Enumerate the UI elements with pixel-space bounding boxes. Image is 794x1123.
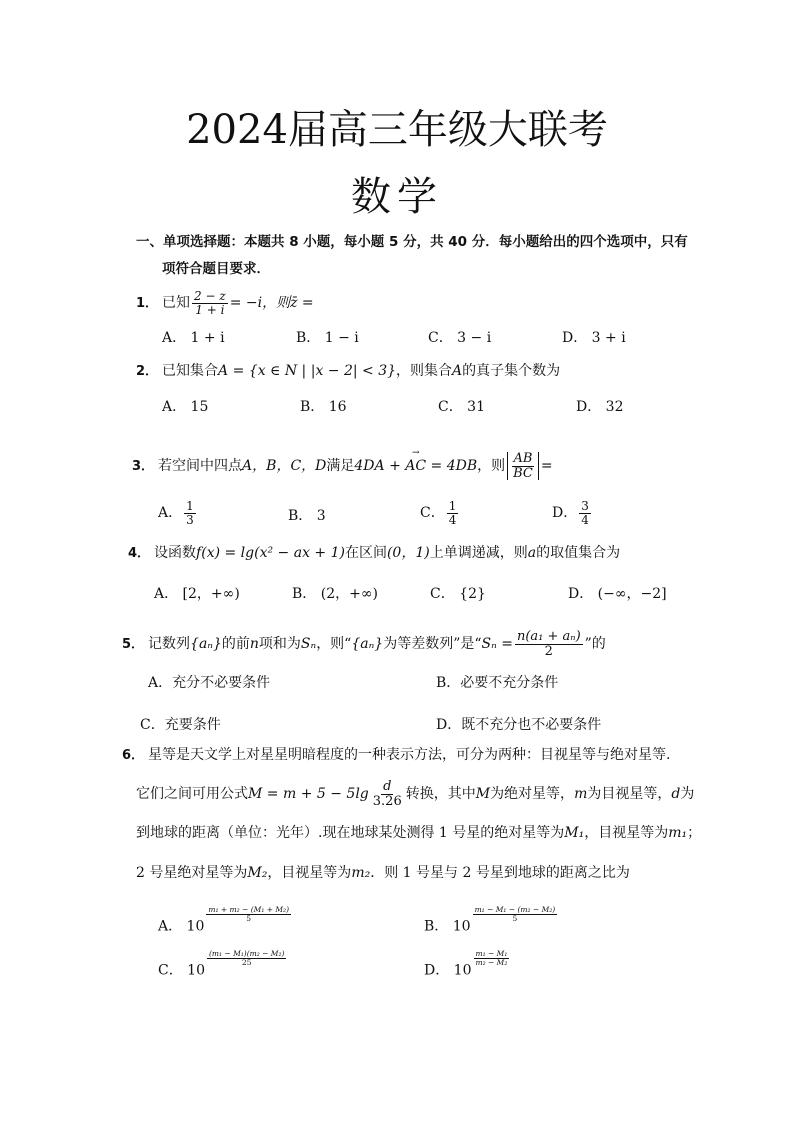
question-text: 为绝对星等， [490, 786, 575, 803]
question-number: 5． [122, 637, 145, 653]
question-text: 为 [680, 786, 695, 803]
question-number: 4． [128, 546, 151, 561]
question-2 [136, 360, 560, 380]
exam-title: 2024届高三年级大联考 [186, 107, 608, 153]
option-b: B． (2，+∞) [292, 586, 378, 602]
vector-ratio: $\frac{AB}{BC}$ [507, 452, 539, 480]
question-number: 1． [136, 296, 159, 312]
section-heading: 一、单项选择题：本题共 8 小题，每小题 5 分，共 40 分．每小题给出的四个选项中，只有 [136, 234, 688, 250]
math-expression: = [540, 458, 553, 475]
math-variable: M₂ [247, 865, 268, 881]
question-text: 2 号星绝对星等为 [136, 865, 248, 881]
option-a: A． $\frac{1}{3}$ [158, 499, 194, 527]
math-variable: A [452, 363, 463, 379]
math-variable: M₁ [564, 825, 585, 841]
math-expression: A = {x ∈ N | |x − 2| < 3} [218, 363, 397, 379]
option-c: C． $\frac{1}{4}$ [420, 499, 457, 527]
question-6 [122, 744, 671, 764]
question-text: 为等差数列”是“ [383, 636, 482, 653]
option-b: B． 1 − i [296, 330, 359, 346]
math-expression: z̄ = [290, 295, 314, 312]
question-3 [132, 452, 553, 480]
option-b: B． 16 [300, 399, 347, 415]
option-a: A． 1 + i [162, 330, 225, 346]
subject-title: 数学 [351, 174, 443, 220]
option-b: B． 3 [288, 508, 326, 524]
question-text: ； [687, 825, 702, 841]
question-text: 星等是天文学上对星星明暗程度的一种表示方法，可分为两种：目视星等与绝对星等. [148, 747, 671, 763]
question-text: 在区间 [344, 545, 387, 561]
question-text: 已知集合 [162, 363, 219, 379]
question-text: 的前 [221, 636, 250, 653]
question-6-line-2 [136, 780, 694, 808]
question-text: ．则 1 号星与 2 号星到地球的距离之比为 [370, 865, 630, 881]
fraction: $\frac{\text{n(a₁ + aₙ)}}{2}$ [516, 629, 581, 659]
option-c: C． {2} [430, 586, 486, 602]
fraction: $\frac{d}{3.26}$ [372, 779, 402, 809]
math-variable: a [527, 545, 537, 561]
option-c: C． 10 $\frac{\text{(m₁ − M₁)(m₂ − M₂)}}{25}$ [158, 949, 285, 979]
question-4 [128, 542, 620, 562]
option-d: D． 32 [576, 399, 624, 415]
option-d: D． $\frac{3}{4}$ [552, 499, 589, 527]
question-text: 记数列 [148, 636, 191, 653]
question-5 [122, 630, 606, 658]
option-a: A． [2，+∞) [154, 586, 240, 602]
math-expression: (0，1) [386, 545, 430, 561]
question-text: 已知 [162, 295, 191, 312]
question-number: 2． [136, 364, 159, 379]
math-variable: m [574, 786, 588, 803]
question-text: 的真子集个数为 [462, 363, 561, 379]
question-text: 若空间中四点 [158, 458, 243, 475]
option-c: C． 3 − i [428, 330, 492, 346]
question-1 [136, 290, 314, 316]
question-text: 设函数 [154, 545, 197, 561]
math-variable: M [475, 786, 491, 803]
math-expression: {aₙ} [351, 636, 384, 653]
option-c: C． 31 [438, 399, 485, 415]
question-text: 上单调递减，则 [429, 545, 528, 561]
math-expression: f(x) = lg(x² − ax + 1) [196, 545, 345, 561]
math-variable: m₂ [351, 865, 371, 881]
option-d: D． 10 $\frac{\text{m₁ − M₁}}{\text{m₂ − M₂}}$ [424, 949, 508, 979]
option-d: D． (−∞，−2] [568, 586, 667, 602]
question-text: 满足 [326, 458, 355, 475]
math-expression: M = m + 5 − 5lg [248, 786, 369, 803]
question-text: 转换，其中 [405, 786, 476, 803]
option-a: A．充分不必要条件 [148, 675, 271, 691]
question-6-line-4 [136, 862, 630, 882]
vector-equation: → 4DA + AC = 4DB [354, 458, 477, 474]
option-a: A． 10 $\frac{\text{m₁ + m₂ − (M₁ + M₂)}}{5}$ [158, 905, 289, 935]
question-text: 为目视星等， [587, 786, 672, 803]
option-c: C．充要条件 [140, 717, 221, 733]
math-variable: d [671, 786, 681, 803]
question-text: ，则集合 [396, 363, 453, 379]
option-d: D．既不充分也不必要条件 [436, 717, 602, 733]
question-text: 项和为 [258, 636, 301, 653]
option-b: B． 10 $\frac{\text{m₁ − M₁ − (m₂ − M₂)}}{5}$ [424, 905, 556, 935]
question-number: 3． [132, 459, 155, 475]
math-expression: Sₙ = [481, 636, 513, 653]
question-text: ”的 [584, 636, 606, 653]
math-expression: {aₙ} [190, 636, 222, 653]
question-text: 它们之间可用公式 [136, 786, 248, 803]
question-text: ，则 [477, 458, 506, 475]
question-text: ，目视星等为 [267, 865, 352, 881]
option-a: A． 15 [162, 399, 209, 415]
math-expression: A，B，C，D [242, 458, 327, 475]
section-heading-cont: 项符合题目要求． [162, 261, 270, 277]
question-text: = −i，则 [229, 295, 291, 312]
math-variable: m₁ [668, 825, 688, 841]
question-text: ，则“ [316, 636, 352, 653]
math-variable: n [249, 636, 259, 653]
question-text: 到地球的距离（单位：光年）.现在地球某处测得 1 号星的绝对星等为 [136, 825, 565, 841]
math-expression: Sₙ [300, 636, 317, 653]
option-b: B．必要不充分条件 [436, 675, 559, 691]
question-6-line-3 [136, 822, 701, 842]
question-text: 的取值集合为 [536, 545, 621, 561]
question-number: 6． [122, 748, 145, 763]
option-d: D． 3 + i [562, 330, 626, 346]
fraction: $\frac{2 - z}{1 + i}$ [194, 289, 226, 317]
question-text: ，目视星等为 [584, 825, 669, 841]
